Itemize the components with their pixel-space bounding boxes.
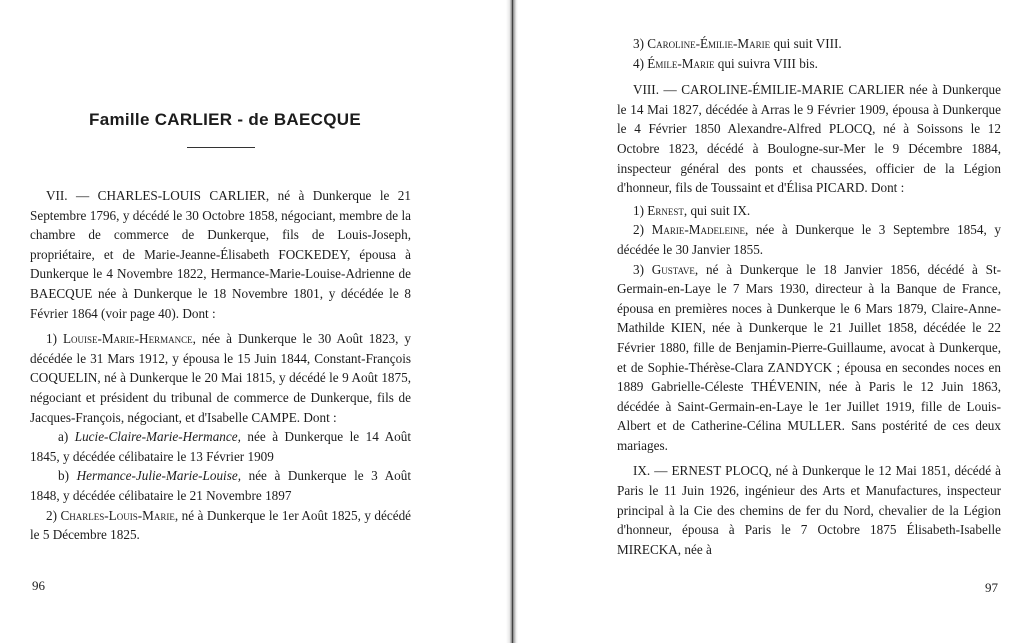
entry-vii [30, 186, 411, 323]
entry-vii-text: né à Dunkerque le 21 Septembre 1796, y décédé le 30 Octobre 1858, négociant, membre de la chambre de commerce de Dunkerque, fils de Louis-Joseph, propriétaire, et de Marie-Jeanne-Élisabeth FOCKEDEY, épousa à Dunkerque le 4 Novembre 1822, Hermance-Marie-Louise-Adrienne de BAECQUE née à Dunkerque le 18 Novembre 1801, y décédée le 8 Février 1864 (voir page 40). Dont : [30, 188, 411, 321]
entry-viii [617, 80, 1001, 198]
child-charles [30, 506, 411, 545]
child-label: 2) [46, 507, 57, 523]
child-ernest [617, 201, 1001, 221]
entry-viii-heading: VIII. — CAROLINE-ÉMILIE-MARIE CARLIER [633, 82, 905, 98]
child-name: Hermance-Julie-Marie-Louise, [76, 468, 242, 484]
child-text: née à Dunkerque le 14 Août 1845, y décédée célibataire le 13 Février 1909 [30, 429, 411, 464]
child-text: qui suit IX. [690, 202, 751, 218]
right-page [518, 0, 1024, 643]
title-divider [187, 147, 255, 148]
child-gustave [617, 260, 1001, 456]
child-label: 2) [633, 222, 644, 238]
line-emile [617, 54, 1001, 74]
child-text: né à Dunkerque le 1er Août 1825, y décédé le 5 Décembre 1825. [30, 507, 412, 543]
entry-ix-text: né à Dunkerque le 12 Mai 1851, décédé à Paris le 11 Juin 1926, ingénieur des Arts et Manufactures, inspecteur principal à la Cie des chemins de fer du Nord, chevalier de la Légion d'honneur, épousa à Paris le 7 Octobre 1875 Élisabeth-Isabelle MIRECKA, née à [617, 463, 1001, 557]
child-text: qui suit VIII. [773, 36, 842, 51]
child-name: Gustave, [651, 261, 699, 277]
page-title: Famille CARLIER - de BAECQUE [89, 110, 361, 129]
right-text-block [617, 34, 1001, 559]
page-number-right: 97 [985, 580, 998, 595]
child-text: qui suivra VIII bis. [717, 55, 818, 71]
entry-ix [617, 461, 1001, 559]
child-label: b) [58, 468, 69, 484]
child-hermance [30, 466, 411, 505]
child-label: 1) [46, 331, 57, 347]
child-lucie [30, 427, 411, 466]
entry-vii-heading: VII. — CHARLES-LOUIS CARLIER, [46, 188, 270, 203]
entry-ix-heading: IX. — ERNEST PLOCQ, [633, 463, 772, 479]
left-page [0, 0, 506, 643]
child-name: Ernest, [647, 202, 688, 218]
child-label: 1) [633, 202, 644, 218]
child-text: née à Dunkerque le 30 Août 1823, y décédée le 31 Mars 1912, y épousa le 15 Juin 1844, Constant-François COQUELIN, né à Dunkerque le 20 Mai 1815, y décédé le 9 Août 1875, négociant et président du tribunal de commerce de Dunkerque, fils de Jacques-François, négociant, et d'Isabelle CAMPE. Dont : [30, 331, 412, 425]
child-louise [30, 329, 411, 427]
child-label: 3) [633, 36, 644, 51]
child-text: née à Dunkerque le 3 Septembre 1854, y décédée le 30 Janvier 1855. [617, 222, 1002, 257]
child-name: Marie-Madeleine, [651, 222, 749, 238]
child-name: Charles-Louis-Marie, [60, 507, 179, 523]
child-label: a) [58, 429, 69, 445]
line-caroline [617, 34, 1001, 54]
child-text: né à Dunkerque le 18 Janvier 1856, décédé à St-Germain-en-Laye le 7 Mars 1930, directeur à la Banque de France, épousa en premières noces à Dunkerque le 6 Mars 1879, Claire-Anne-Mathilde KIEN, née à Dunkerque le 21 Juillet 1858, décédée le 22 Février 1880, fille de Benjamin-Pierre-Guillaume, avocat à Dunkerque, et de Sophie-Thérèse-Clara ZANDYCK ; épousa en secondes noces en 1889 Gabrielle-Céleste THÉVENIN, née à Paris le 12 Juin 1863, décédée à Saint-Germain-en-Laye le 1er Juillet 1919, fille de Louis-Albert et de Catherine-Célina MULLER. Sans postérité de ces deux mariages. [617, 261, 1002, 453]
child-text: née à Dunkerque le 3 Août 1848, y décédée célibataire le 21 Novembre 1897 [30, 468, 411, 503]
child-name: Caroline-Émilie-Marie [647, 36, 771, 51]
child-marie-madeleine [617, 220, 1001, 259]
child-name: Émile-Marie [647, 55, 715, 71]
child-label: 3) [633, 261, 644, 277]
left-text-block [30, 186, 411, 545]
page-number-left: 96 [32, 578, 45, 593]
child-name: Lucie-Claire-Marie-Hermance, [74, 429, 241, 445]
child-label: 4) [633, 55, 644, 71]
child-name: Louise-Marie-Hermance, [62, 331, 196, 347]
entry-viii-text: née à Dunkerque le 14 Mai 1827, décédée à Arras le 9 Février 1909, épousa à Dunkerque le 4 Février 1850 Alexandre-Alfred PLOCQ, né à Soissons le 12 Octobre 1823, décédé à Boulogne-sur-Mer le 9 Décembre 1884, inspecteur général des ponts et chaussées, officier de la Légion d'honneur, fils de Toussaint et d'Élisa PICARD. Dont : [617, 82, 1002, 196]
book-gutter [506, 0, 518, 643]
